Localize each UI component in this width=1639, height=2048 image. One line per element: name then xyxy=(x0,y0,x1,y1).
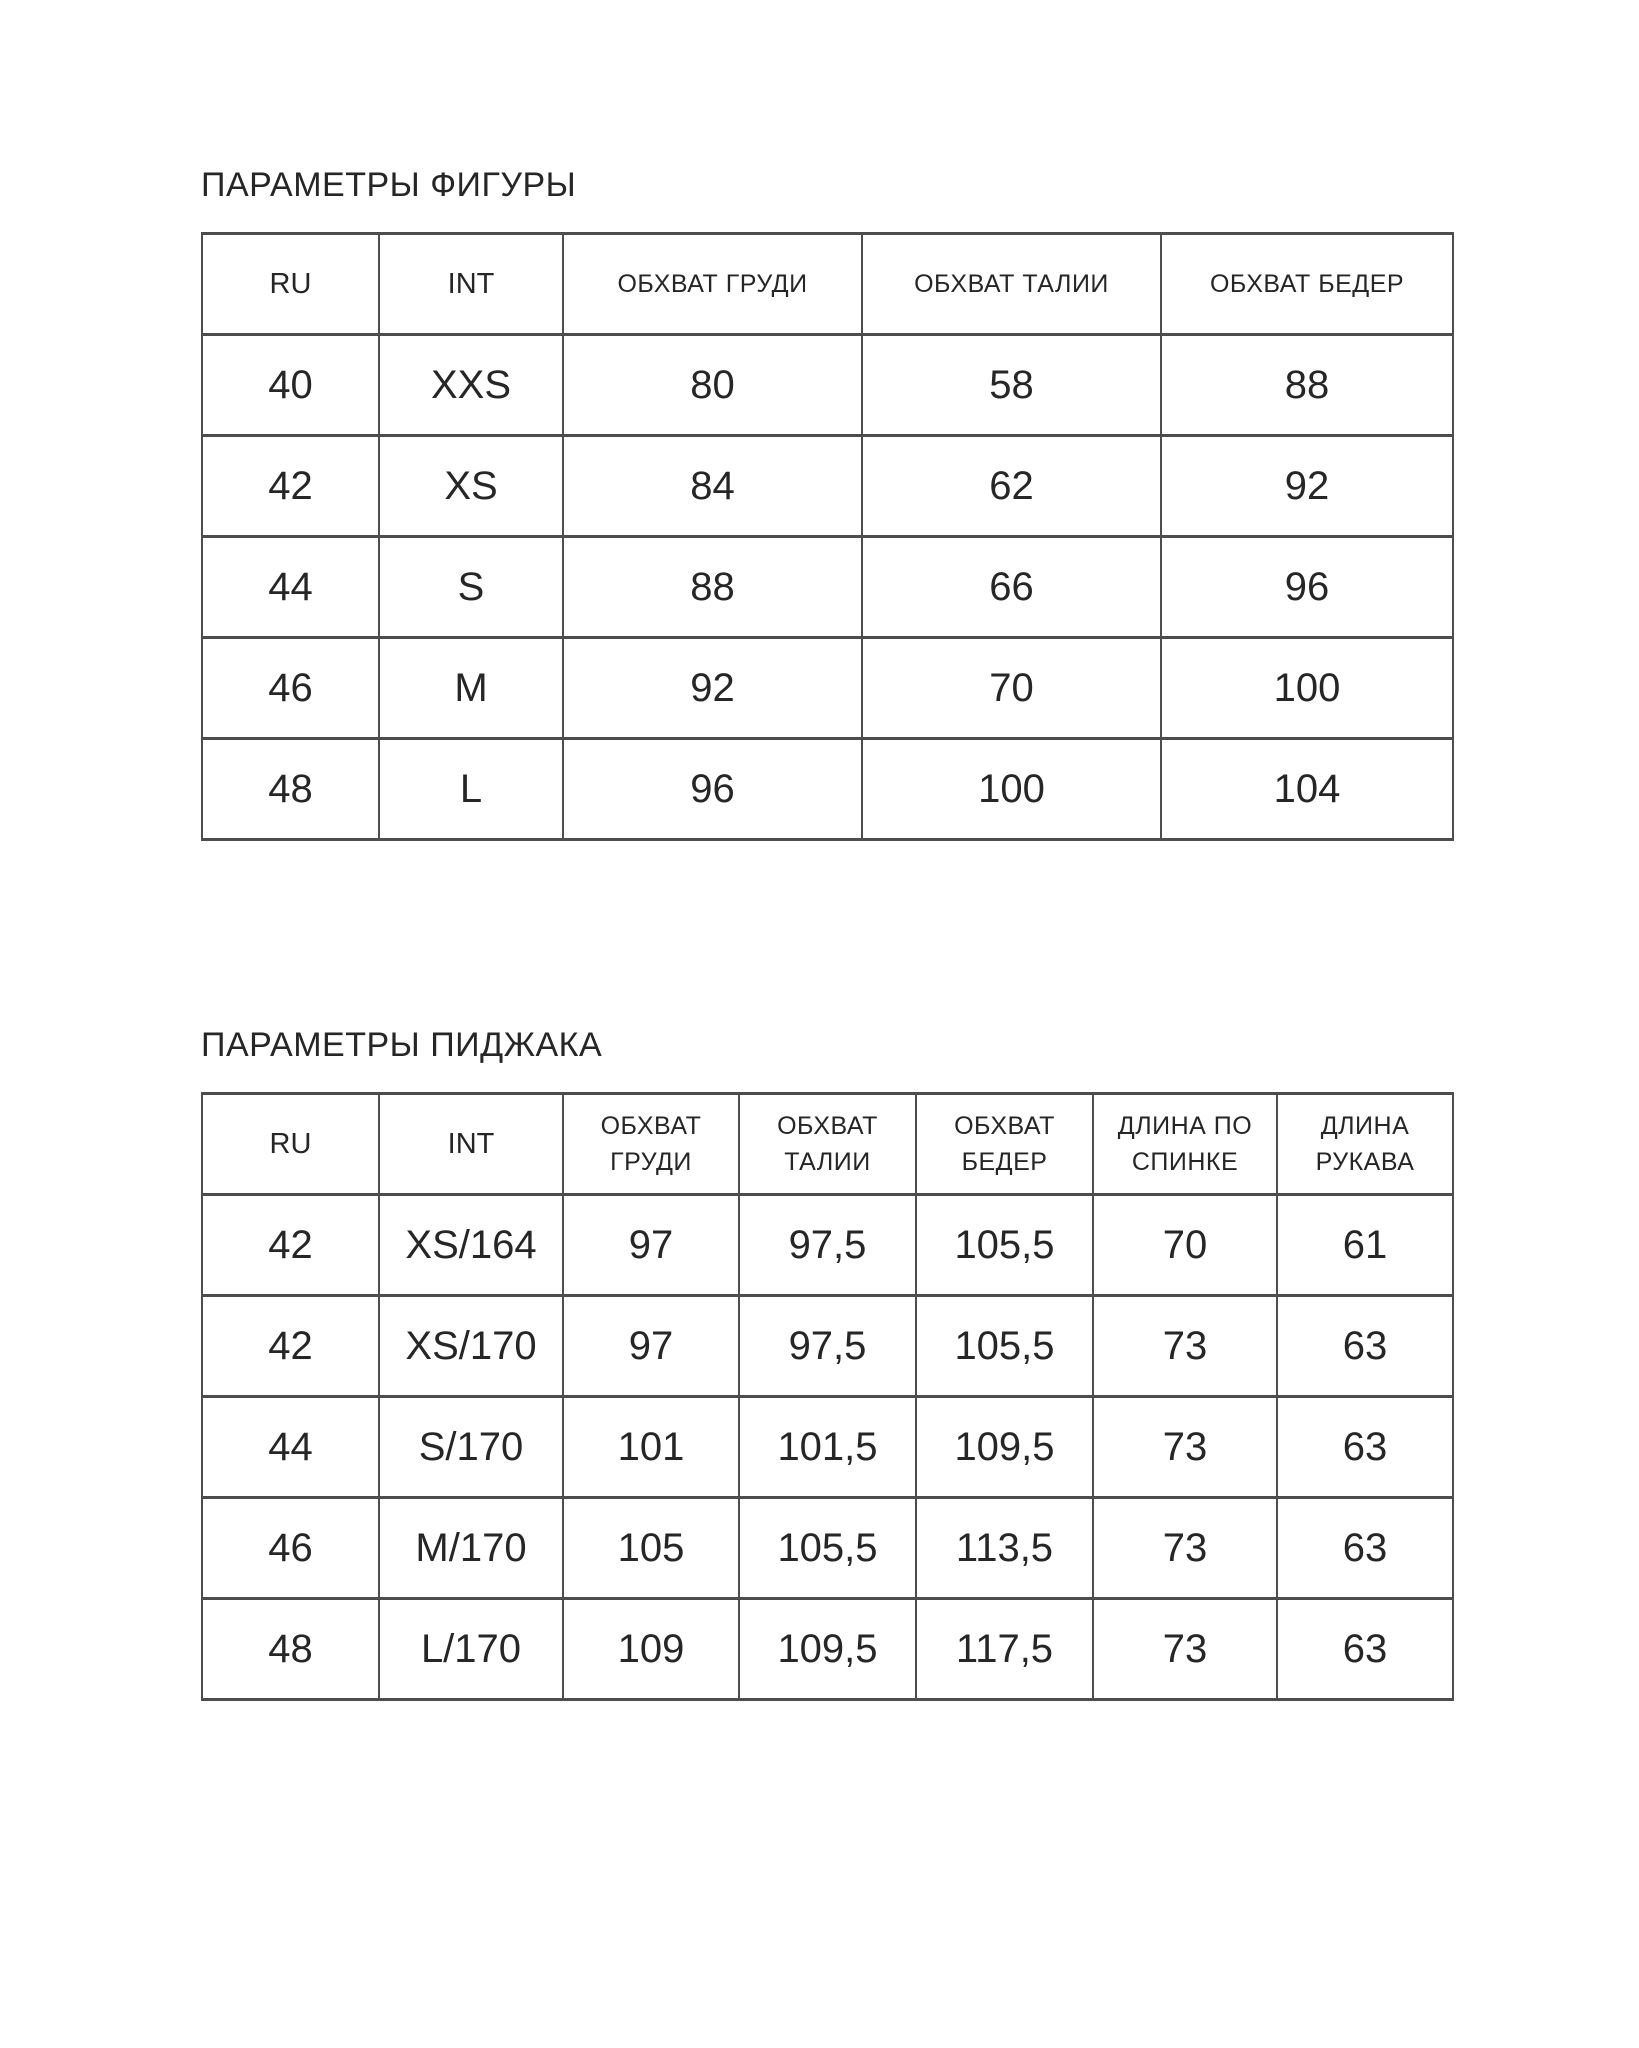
jacket-parameters-table xyxy=(201,1092,1454,1701)
table-cell: M/170 xyxy=(379,1498,563,1599)
table-cell: 96 xyxy=(1161,537,1453,638)
figure-table-header xyxy=(202,234,1453,335)
table-row xyxy=(202,1498,1453,1599)
header-row xyxy=(202,234,1453,335)
table-cell: S/170 xyxy=(379,1397,563,1498)
table-row xyxy=(202,537,1453,638)
column-header: ОБХВАТ БЕДЕР xyxy=(916,1094,1093,1195)
table-cell: 44 xyxy=(202,537,379,638)
table-cell: 58 xyxy=(862,335,1161,436)
table-row xyxy=(202,1397,1453,1498)
table-cell: 88 xyxy=(563,537,862,638)
table-cell: XS xyxy=(379,436,563,537)
figure-table-body xyxy=(202,335,1453,840)
table-cell: 97,5 xyxy=(739,1296,916,1397)
table-cell: 105,5 xyxy=(739,1498,916,1599)
table-cell: 105,5 xyxy=(916,1195,1093,1296)
jacket-parameters-title: ПАРАМЕТРЫ ПИДЖАКА xyxy=(201,1026,603,1064)
table-cell: 63 xyxy=(1277,1599,1453,1700)
table-cell: 62 xyxy=(862,436,1161,537)
table-cell: 63 xyxy=(1277,1397,1453,1498)
table-cell: 97 xyxy=(563,1296,739,1397)
column-header: RU xyxy=(202,1094,379,1195)
table-cell: 113,5 xyxy=(916,1498,1093,1599)
table-cell: 61 xyxy=(1277,1195,1453,1296)
table-cell: 42 xyxy=(202,436,379,537)
column-header: ОБХВАТ ТАЛИИ xyxy=(739,1094,916,1195)
column-header: ОБХВАТ ГРУДИ xyxy=(563,1094,739,1195)
table-row xyxy=(202,335,1453,436)
table-cell: 117,5 xyxy=(916,1599,1093,1700)
column-header: RU xyxy=(202,234,379,335)
table-cell: 48 xyxy=(202,1599,379,1700)
table-cell: 105 xyxy=(563,1498,739,1599)
table-cell: XS/164 xyxy=(379,1195,563,1296)
table-cell: 96 xyxy=(563,739,862,840)
table-cell: 63 xyxy=(1277,1498,1453,1599)
table-cell: 84 xyxy=(563,436,862,537)
column-header: INT xyxy=(379,1094,563,1195)
figure-parameters-table xyxy=(201,232,1454,841)
table-cell: 97,5 xyxy=(739,1195,916,1296)
table-row xyxy=(202,739,1453,840)
table-cell: 70 xyxy=(862,638,1161,739)
figure-parameters-title: ПАРАМЕТРЫ ФИГУРЫ xyxy=(201,166,577,204)
table-cell: 97 xyxy=(563,1195,739,1296)
table-cell: 40 xyxy=(202,335,379,436)
table-cell: 73 xyxy=(1093,1296,1277,1397)
table-cell: 92 xyxy=(563,638,862,739)
table-cell: 73 xyxy=(1093,1498,1277,1599)
table-cell: L/170 xyxy=(379,1599,563,1700)
table-row xyxy=(202,1195,1453,1296)
table-row xyxy=(202,1599,1453,1700)
jacket-table-body xyxy=(202,1195,1453,1700)
table-cell: 104 xyxy=(1161,739,1453,840)
table-cell: 42 xyxy=(202,1195,379,1296)
table-row xyxy=(202,638,1453,739)
table-row xyxy=(202,1296,1453,1397)
table-cell: L xyxy=(379,739,563,840)
table-cell: 100 xyxy=(862,739,1161,840)
jacket-table-header xyxy=(202,1094,1453,1195)
column-header: INT xyxy=(379,234,563,335)
table-cell: XS/170 xyxy=(379,1296,563,1397)
table-cell: XXS xyxy=(379,335,563,436)
column-header: ДЛИНА РУКАВА xyxy=(1277,1094,1453,1195)
table-cell: M xyxy=(379,638,563,739)
column-header: ОБХВАТ ТАЛИИ xyxy=(862,234,1161,335)
table-cell: 100 xyxy=(1161,638,1453,739)
table-cell: 109,5 xyxy=(916,1397,1093,1498)
table-cell: 73 xyxy=(1093,1599,1277,1700)
table-cell: 46 xyxy=(202,1498,379,1599)
table-cell: 109 xyxy=(563,1599,739,1700)
table-cell: 109,5 xyxy=(739,1599,916,1700)
table-cell: S xyxy=(379,537,563,638)
table-row xyxy=(202,436,1453,537)
table-cell: 66 xyxy=(862,537,1161,638)
table-cell: 42 xyxy=(202,1296,379,1397)
header-row xyxy=(202,1094,1453,1195)
table-cell: 70 xyxy=(1093,1195,1277,1296)
column-header: ОБХВАТ БЕДЕР xyxy=(1161,234,1453,335)
table-cell: 101 xyxy=(563,1397,739,1498)
column-header: ОБХВАТ ГРУДИ xyxy=(563,234,862,335)
table-cell: 80 xyxy=(563,335,862,436)
table-cell: 73 xyxy=(1093,1397,1277,1498)
table-cell: 101,5 xyxy=(739,1397,916,1498)
table-cell: 44 xyxy=(202,1397,379,1498)
table-cell: 92 xyxy=(1161,436,1453,537)
column-header: ДЛИНА ПО СПИНКЕ xyxy=(1093,1094,1277,1195)
table-cell: 105,5 xyxy=(916,1296,1093,1397)
table-cell: 88 xyxy=(1161,335,1453,436)
table-cell: 48 xyxy=(202,739,379,840)
table-cell: 63 xyxy=(1277,1296,1453,1397)
table-cell: 46 xyxy=(202,638,379,739)
